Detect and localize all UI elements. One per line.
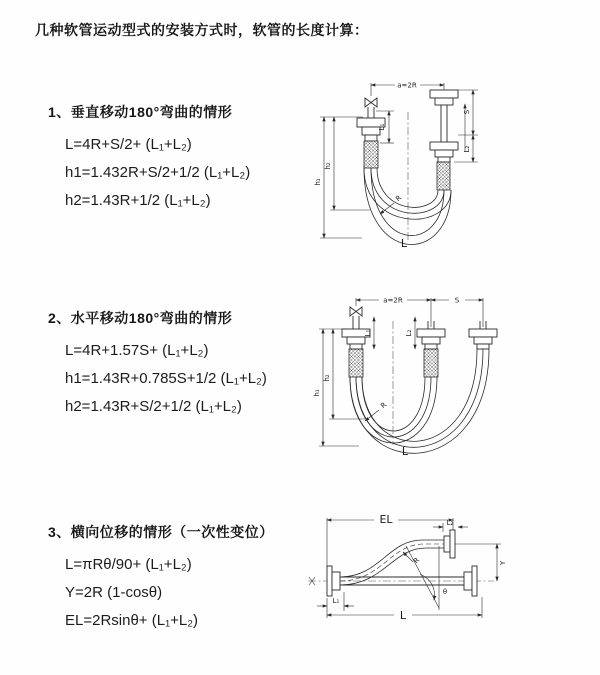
braided-hose-section xyxy=(437,162,450,190)
dim-label-l1: L₁ xyxy=(378,123,386,131)
braided-hose-section xyxy=(424,349,438,377)
dim-y xyxy=(497,544,507,581)
dim-l1 xyxy=(364,317,374,349)
dim-h1 xyxy=(314,117,363,238)
section-3 xyxy=(48,522,274,635)
formula-length: L=πRθ/90+ (L₁+L₂) xyxy=(65,556,192,573)
dim-label-l: L xyxy=(399,609,407,622)
dim-label-l: L xyxy=(401,445,409,458)
dim-label-l2: L₂ xyxy=(405,329,413,337)
dim-label-a2r: a=2R xyxy=(383,296,403,305)
middle-pipe xyxy=(417,321,445,377)
formula-length: L=4R+1.57S+ (L₁+L₂) xyxy=(65,342,209,359)
valve-icon xyxy=(365,98,377,107)
right-flange-original xyxy=(464,566,477,596)
formula-length: L=4R+S/2+ (L₁+L₂) xyxy=(65,136,192,153)
angle-theta xyxy=(406,546,447,610)
dim-label-y: Y xyxy=(499,560,507,566)
dim-label-h1: h₁ xyxy=(313,389,321,397)
dim-label-s: S xyxy=(454,296,460,305)
dim-s xyxy=(431,297,483,328)
dim-label-r: R xyxy=(394,193,404,204)
section-2 xyxy=(48,308,267,421)
dim-s xyxy=(458,90,478,135)
left-pipe xyxy=(357,107,385,168)
radius-label xyxy=(403,552,421,565)
formula-y: Y=2R (1-cosθ) xyxy=(65,584,163,601)
diagram-vertical-180-bend xyxy=(310,70,502,255)
page-title: 几种软管运动型式的安装方式时，软管的长度计算： xyxy=(35,22,369,38)
dim-label-l2: L₂ xyxy=(446,519,454,527)
dim-label-a2r: a=2R xyxy=(397,81,417,90)
dim-label-h2: h₂ xyxy=(323,374,331,382)
section-3-formulas xyxy=(65,551,274,635)
dim-el xyxy=(327,513,453,568)
displaced-flange xyxy=(444,530,455,558)
left-flange xyxy=(327,566,340,596)
diagram-lateral-displacement xyxy=(300,496,512,636)
dim-label-theta: θ xyxy=(442,588,448,596)
dim-label-s: S xyxy=(463,109,471,115)
dim-label-r: R xyxy=(412,556,422,566)
right-pipe xyxy=(430,90,458,190)
diagram-horizontal-180-bend xyxy=(313,283,523,463)
formula-h2: h2=1.43R+S/2+1/2 (L₁+L₂) xyxy=(65,398,242,415)
dim-l1 xyxy=(317,592,354,611)
dim-label-l1: L₁ xyxy=(364,329,372,337)
dim-a2r xyxy=(356,297,431,328)
braided-hose-section xyxy=(349,349,363,377)
dim-label-l2: L₂ xyxy=(463,145,471,153)
valve-icon xyxy=(350,307,362,316)
section-3-heading: 3、横向位移的情形（一次性变位） xyxy=(48,524,274,540)
section-2-formulas xyxy=(65,337,267,421)
dim-label-el: EL xyxy=(379,513,393,526)
formula-el: EL=2Rsinθ+ (L₁+L₂) xyxy=(65,612,199,629)
dim-label-l1: L₁ xyxy=(332,597,340,605)
left-pipe xyxy=(342,316,370,377)
section-1-formulas xyxy=(65,131,250,215)
dim-label-l: L xyxy=(400,237,408,250)
dim-l2 xyxy=(405,317,415,349)
dim-label-h1: h₁ xyxy=(314,178,322,186)
section-1-heading: 1、垂直移动180°弯曲的情形 xyxy=(48,104,233,120)
dim-l1 xyxy=(376,111,394,143)
formula-h1: h1=1.43R+0.785S+1/2 (L₁+L₂) xyxy=(65,370,267,387)
braided-hose-section xyxy=(364,141,378,168)
dim-label-r: R xyxy=(379,400,389,411)
formula-h1: h1=1.432R+S/2+1/2 (L₁+L₂) xyxy=(65,164,251,181)
dim-l xyxy=(327,597,482,622)
section-1 xyxy=(48,102,250,215)
hose-s-curve xyxy=(340,540,450,585)
section-2-heading: 2、水平移动180°弯曲的情形 xyxy=(48,310,233,326)
hose-u-bend xyxy=(350,349,489,453)
dim-label-h2: h₂ xyxy=(324,162,332,170)
formula-h2: h2=1.43R+1/2 (L₁+L₂) xyxy=(65,192,211,209)
